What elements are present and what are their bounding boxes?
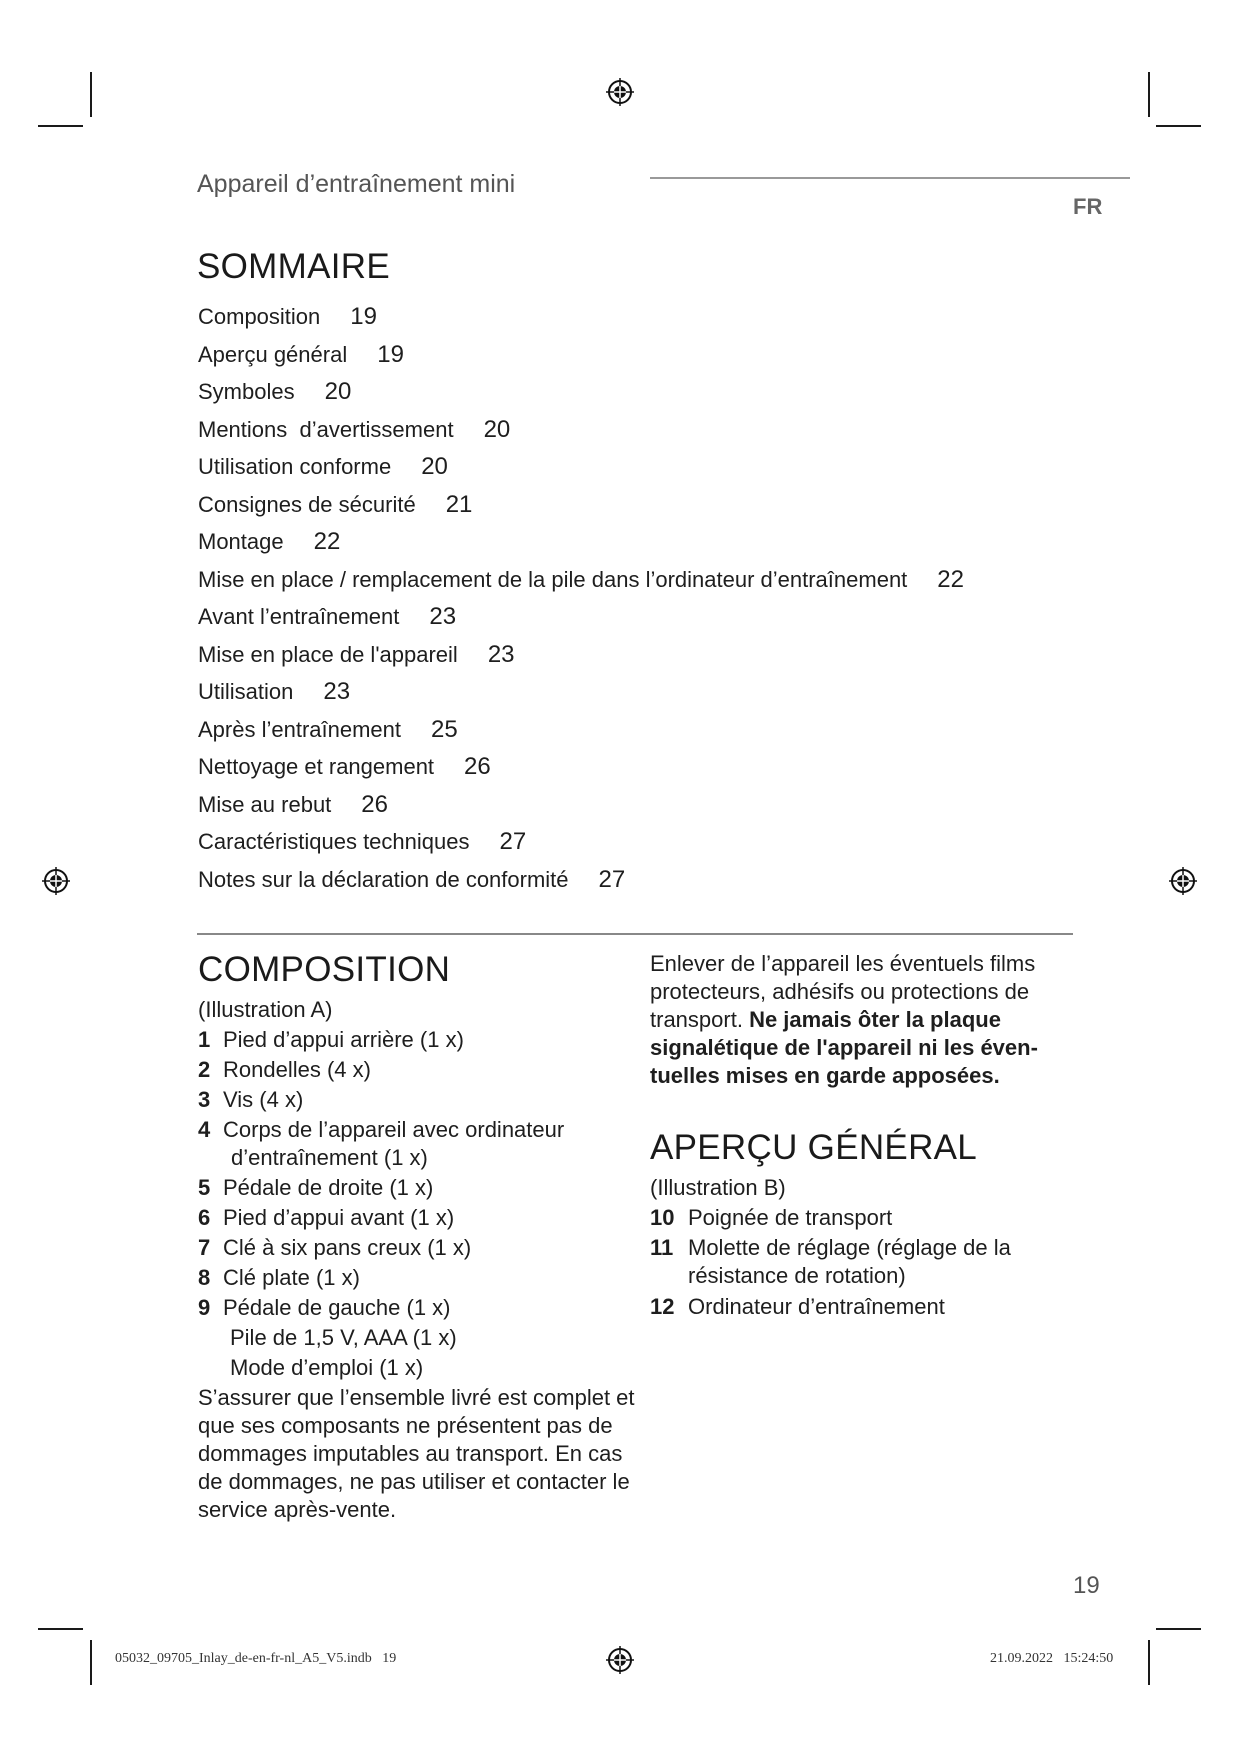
crop-mark [1148, 72, 1150, 117]
item-text: Poignée de transport [688, 1205, 893, 1230]
item-text: Pédale de gauche (1 x) [223, 1295, 451, 1320]
list-item-extra: Mode d’emploi (1 x) [230, 1355, 424, 1380]
toc-entry[interactable] [198, 598, 964, 636]
toc-entry-label: Mentions d’avertissement [198, 416, 454, 442]
apercu-illustration-ref: (Illustration B) [650, 1175, 786, 1200]
item-number: 7 [198, 1235, 211, 1260]
page-number: 19 [1073, 1572, 1100, 1599]
composition-illustration-ref: (Illustration A) [198, 997, 333, 1022]
toc-entry-label: Consignes de sécurité [198, 491, 416, 517]
registration-mark-icon [605, 1645, 635, 1675]
toc-entry[interactable] [198, 298, 964, 336]
crop-mark [1156, 1628, 1201, 1630]
item-number: 1 [198, 1027, 211, 1052]
toc-entry[interactable] [198, 373, 964, 411]
toc-entry[interactable] [198, 673, 964, 711]
item-text: Vis (4 x) [223, 1087, 304, 1112]
toc-entry-label: Utilisation conforme [198, 454, 392, 479]
toc-entry[interactable] [198, 411, 964, 449]
toc-entry[interactable] [198, 336, 964, 374]
toc-entry-page: 23 [487, 640, 515, 668]
header-title: Appareil d’entraînement mini [197, 170, 516, 198]
crop-mark [90, 1640, 92, 1685]
toc-entry-label: Notes sur la déclaration de conformité [198, 866, 569, 892]
toc-entry-label: Caractéristiques techniques [198, 829, 470, 854]
item-number: 5 [198, 1175, 211, 1200]
toc-entry-label: Nettoyage et rangement [198, 754, 435, 779]
toc-entry[interactable] [198, 523, 964, 561]
header-rule [650, 177, 1130, 179]
list-item [650, 1204, 1070, 1234]
item-text: Pied d’appui arrière (1 x) [223, 1027, 464, 1052]
toc-entry-page: 27 [499, 828, 527, 855]
item-number: 2 [198, 1057, 211, 1082]
toc-entry-page: 19 [350, 303, 377, 330]
toc-entry[interactable] [198, 711, 964, 749]
item-number: 12 [650, 1294, 675, 1319]
registration-mark-icon [605, 77, 635, 107]
registration-mark-icon [41, 866, 71, 896]
crop-mark [90, 72, 92, 117]
toc-entry-label: Symboles [198, 379, 295, 404]
item-text: Rondelles (4 x) [223, 1057, 371, 1082]
item-number: 11 [650, 1235, 674, 1260]
list-item [198, 1294, 638, 1324]
apercu-heading: APERÇU GÉNÉRAL [650, 1128, 978, 1167]
list-item [198, 1204, 638, 1234]
registration-mark-icon [1168, 866, 1198, 896]
toc-entry-page: 20 [483, 415, 511, 443]
list-item [198, 1174, 638, 1204]
toc-entry-label: Composition [198, 304, 321, 329]
list-item [198, 1086, 638, 1116]
toc-entry[interactable] [198, 786, 964, 824]
toc-entry[interactable] [198, 748, 964, 786]
intro-warning-text: Ne jamais ôter la plaque signalétique de l'appareil ni les éven-tuelles mises en garde apposées. [650, 1007, 1038, 1088]
crop-mark [38, 1628, 83, 1630]
item-number: 4 [198, 1117, 211, 1142]
list-item [650, 1293, 1070, 1323]
crop-mark [38, 125, 83, 127]
toc-entry[interactable] [198, 823, 964, 861]
item-number: 9 [198, 1295, 211, 1320]
section-divider [197, 933, 1073, 935]
item-text: Ordinateur d’entraînement [688, 1294, 945, 1319]
item-number: 10 [650, 1205, 675, 1230]
composition-heading: COMPOSITION [198, 950, 451, 989]
toc-entry-page: 25 [431, 715, 458, 743]
item-number: 6 [198, 1205, 211, 1230]
item-text: Clé à six pans creux (1 x) [223, 1235, 472, 1260]
item-number: 8 [198, 1265, 211, 1290]
toc-entry-page: 23 [429, 603, 457, 630]
toc-entry-page: 22 [313, 528, 341, 555]
list-item [198, 1234, 638, 1264]
toc-entry-label: Mise au rebut [198, 791, 332, 817]
toc-entry-label: Aperçu général [198, 341, 348, 367]
footer-datetime: 21.09.2022 15:24:50 [990, 1651, 1114, 1666]
toc-entry-label: Utilisation [198, 679, 294, 704]
composition-section [198, 948, 638, 1524]
toc-entry[interactable] [198, 486, 964, 524]
toc-entry-page: 26 [361, 790, 388, 818]
item-text: Pédale de droite (1 x) [223, 1175, 434, 1200]
item-text: Pied d’appui avant (1 x) [223, 1205, 455, 1230]
toc-entry-label: Mise en place de l'appareil [198, 641, 458, 667]
toc-list [198, 298, 964, 898]
item-text-continued: résistance de rotation) [688, 1263, 906, 1288]
crop-mark [1148, 1640, 1150, 1685]
toc-entry-label: Mise en place / remplacement de la pile dans l’ordinateur d’entraînement [198, 566, 908, 592]
crop-mark [1156, 125, 1201, 127]
toc-entry-page: 26 [464, 753, 491, 780]
footer-file-slug: 05032_09705_Inlay_de-en-fr-nl_A5_V5.indb 19 [115, 1651, 397, 1666]
item-number: 3 [198, 1087, 211, 1112]
toc-entry-page: 22 [937, 565, 964, 593]
item-text: Corps de l’appareil avec ordinateur [223, 1117, 565, 1142]
item-text-continued: d’entraînement (1 x) [231, 1145, 428, 1170]
item-text: Clé plate (1 x) [223, 1265, 360, 1290]
apercu-list [650, 1204, 1070, 1323]
toc-entry[interactable] [198, 861, 964, 899]
toc-entry-page: 20 [324, 378, 352, 405]
list-item-extra: Pile de 1,5 V, AAA (1 x) [230, 1325, 457, 1350]
toc-entry-page: 27 [598, 865, 626, 893]
toc-entry-page: 20 [421, 453, 448, 480]
composition-paragraph: S’assurer que l’ensemble livré est complet et que ses composants ne présentent pas de dommages imputables au transport. En cas de dommages, ne pas utiliser et contacter le service après-vente. [198, 1385, 635, 1522]
toc-heading: SOMMAIRE [197, 247, 390, 286]
toc-entry-label: Après l’entraînement [198, 716, 401, 742]
list-item [198, 1264, 638, 1294]
list-item [650, 1234, 1070, 1290]
list-item [198, 1026, 638, 1056]
toc-entry-page: 23 [323, 678, 351, 705]
toc-entry-label: Montage [198, 529, 284, 554]
toc-entry[interactable] [198, 448, 964, 486]
toc-entry-label: Avant l’entraînement [198, 604, 400, 629]
toc-entry-page: 19 [377, 340, 404, 368]
right-column [650, 950, 1070, 1323]
list-item [198, 1056, 638, 1086]
toc-entry[interactable] [198, 561, 964, 599]
intro-paragraph [650, 950, 1070, 1090]
language-label: FR [1073, 194, 1103, 219]
item-text: Molette de réglage (réglage de la [688, 1235, 1011, 1260]
composition-list [198, 1026, 638, 1384]
intro-text: Enlever de l’appareil les éventuels films protecteurs, adhésifs ou protections de transport. [650, 951, 1036, 1032]
list-item [198, 1116, 638, 1172]
toc-entry[interactable] [198, 636, 964, 674]
toc-entry-page: 21 [445, 490, 473, 518]
